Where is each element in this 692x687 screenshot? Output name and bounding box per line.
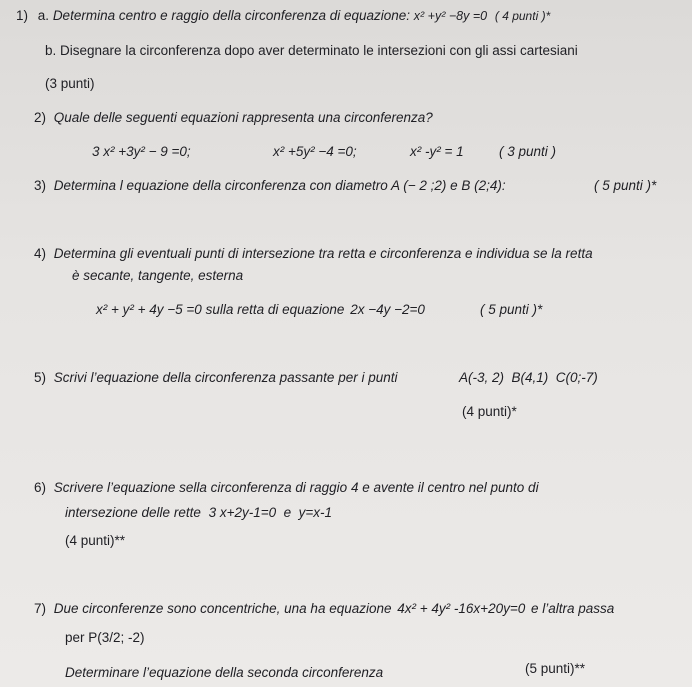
q5-points-list: A(-3, 2) B(4,1) C(0;-7): [459, 370, 598, 385]
q6-line1: [34, 480, 539, 495]
q5-points: (4 punti)*: [462, 404, 517, 419]
q7-equation: 4x² + 4y² -16x+20y=0: [397, 601, 526, 616]
q3-text: Determina l equazione della circonferenza con diametro A (− 2 ;2) e B (2;4):: [53, 178, 506, 193]
q7-text1b: e l’altra passa: [531, 601, 615, 616]
q2-number: 2): [34, 110, 47, 125]
q1-number: 1): [16, 8, 29, 23]
q6-line2: [65, 505, 332, 520]
q4-equation-line: [96, 302, 425, 317]
q6-text1: Scrivere l’equazione sella circonferenza di raggio 4 e avente il centro nel punto di: [53, 480, 539, 495]
q6-points: (4 punti)**: [65, 533, 126, 548]
q2-line: [34, 110, 433, 125]
q3-points: ( 5 punti )*: [594, 178, 657, 193]
q1-b-text: Disegnare la circonferenza dopo aver determinato le intersezioni con gli assi cartesiani: [60, 43, 578, 58]
q1-a-points: ( 4 punti )*: [494, 9, 551, 23]
q7-text3: Determinare l’equazione della seconda circonferenza: [65, 665, 384, 680]
q4-line1: [34, 246, 593, 261]
q1-a-text: Determina centro e raggio della circonferenza di equazione:: [52, 8, 411, 23]
q4-text1: Determina gli eventuali punti di intersezione tra retta e circonferenza e individua se la retta: [53, 246, 593, 261]
q2-points: ( 3 punti ): [499, 144, 557, 159]
q1-b-label: b.: [45, 43, 57, 58]
q7-number: 7): [34, 601, 47, 616]
q1-line-b: [45, 43, 578, 58]
q2-eq1: 3 x² +3y² − 9 =0;: [92, 144, 191, 159]
q6-equations: 3 x+2y-1=0 e y=x-1: [208, 505, 333, 520]
q4-mid-text: sulla retta di equazione: [205, 302, 345, 317]
q6-number: 6): [34, 480, 47, 495]
q2-eq2: x² +5y² −4 =0;: [273, 144, 357, 159]
q5-line: [34, 370, 397, 385]
q1-line-a: [16, 8, 550, 23]
q2-eq3: x² -y² = 1: [410, 144, 464, 159]
q4-text2: è secante, tangente, esterna: [72, 268, 244, 283]
q1-a-equation: x² +y² −8y =0: [413, 9, 488, 23]
q7-text1: Due circonferenze sono concentriche, una ha equazione: [53, 601, 392, 616]
q4-points: ( 5 punti )*: [480, 302, 543, 317]
q7-text2: per P(3/2; -2): [65, 630, 145, 645]
q5-text: Scrivi l’equazione della circonferenza passante per i punti: [53, 370, 398, 385]
q4-number: 4): [34, 246, 47, 261]
q6-text2: intersezione delle rette: [65, 505, 201, 520]
q5-number: 5): [34, 370, 47, 385]
q4-line-equation: 2x −4y −2=0: [350, 302, 425, 317]
q2-text: Quale delle seguenti equazioni rappresenta una circonferenza?: [53, 110, 433, 125]
q7-line1: [34, 601, 614, 616]
q4-circle-equation: x² + y² + 4y −5 =0: [96, 302, 202, 317]
q1-points: (3 punti): [45, 76, 95, 91]
q7-points: (5 punti)**: [525, 661, 586, 676]
q3-line: [34, 178, 506, 193]
q3-number: 3): [34, 178, 47, 193]
q1-a-label: a.: [37, 8, 50, 23]
